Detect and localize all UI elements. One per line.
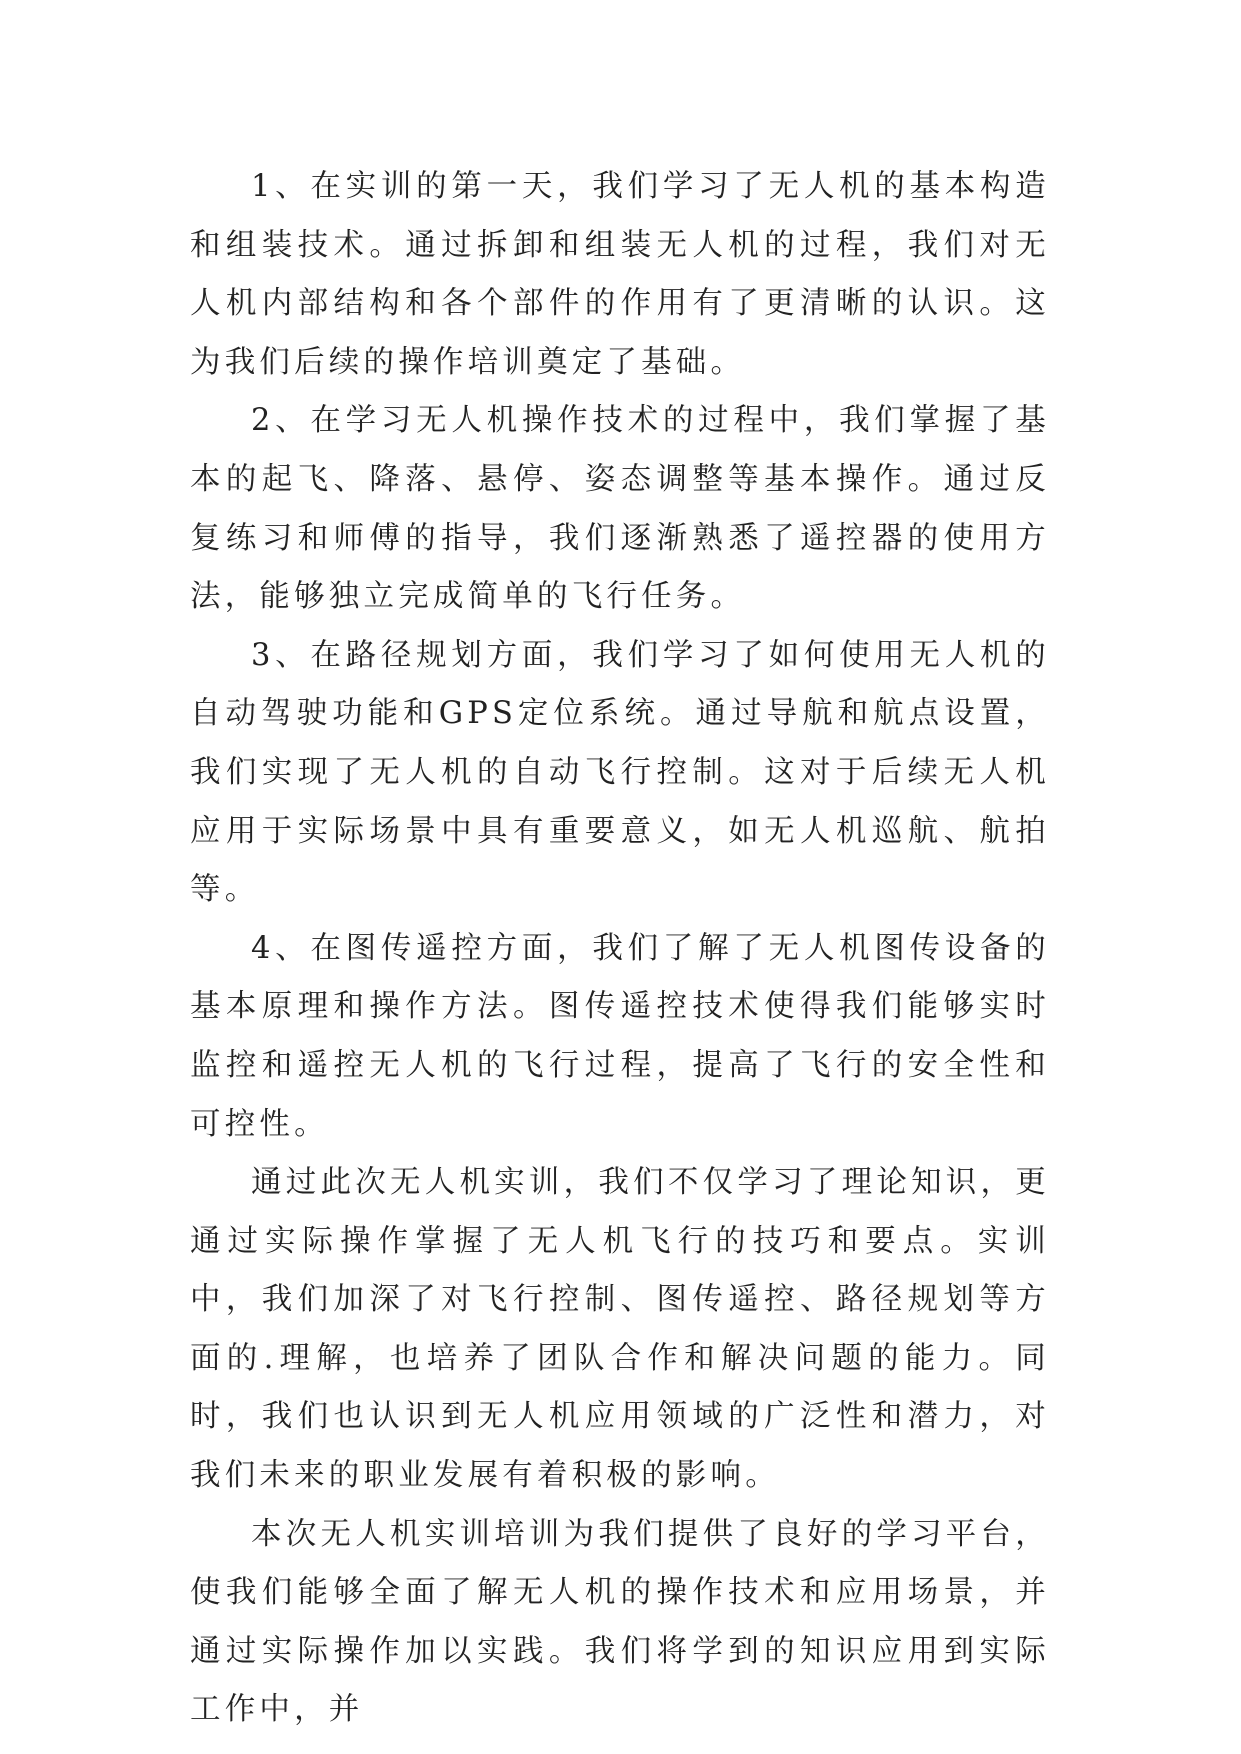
paragraph-5: 通过此次无人机实训，我们不仅学习了理论知识，更通过实际操作掌握了无人机飞行的技巧和要点。实训中，我们加深了对飞行控制、图传遥控、路径规划等方面的.理解，也培养了团队合作和解决问题的能力。同时，我们也认识到无人机应用领域的广泛性和潜力，对我们未来的职业发展有着积极的影响。 [190, 1165, 1050, 1494]
paragraph-1: 1、在实训的第一天，我们学习了无人机的基本构造和组装技术。通过拆卸和组装无人机的过程，我们对无人机内部结构和各个部件的作用有了更清晰的认识。这为我们后续的操作培训奠定了基础。 [190, 169, 1050, 380]
paragraph-4: 4、在图传遥控方面，我们了解了无人机图传设备的基本原理和操作方法。图传遥控技术使得我们能够实时监控和遥控无人机的飞行过程，提高了飞行的安全性和可控性。 [190, 930, 1050, 1142]
paragraph-6: 本次无人机实训培训为我们提供了良好的学习平台，使我们能够全面了解无人机的操作技术和应用场景，并通过实际操作加以实践。我们将学到的知识应用到实际工作中，并 [190, 1516, 1050, 1728]
paragraph-2: 2、在学习无人机操作技术的过程中，我们掌握了基本的起飞、降落、悬停、姿态调整等基本操作。通过反复练习和师傅的指导，我们逐渐熟悉了遥控器的使用方法，能够独立完成简单的飞行任务。 [190, 403, 1050, 615]
document-body [190, 158, 1050, 1740]
paragraph-3: 3、在路径规划方面，我们学习了如何使用无人机的自动驾驶功能和GPS定位系统。通过导航和航点设置，我们实现了无人机的自动飞行控制。这对于后续无人机应用于实际场景中具有重要意义，如无人机巡航、航拍等。 [190, 637, 1050, 908]
